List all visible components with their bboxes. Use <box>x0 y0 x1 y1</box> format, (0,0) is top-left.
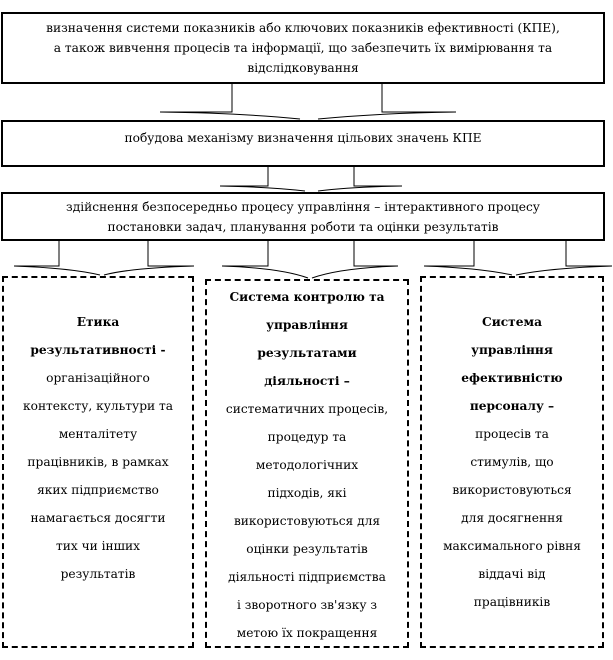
component-1-desc: результатів <box>60 567 136 581</box>
component-2-title: управління <box>266 318 348 332</box>
component-2-desc: методологічних <box>255 458 359 472</box>
component-3-desc: максимального рівня <box>443 539 581 553</box>
component-3-desc: для досягнення <box>461 511 563 525</box>
component-3-title: ефективністю <box>461 371 563 385</box>
brace-arrow-1 <box>160 84 232 112</box>
component-1-desc: контексту, культури та <box>22 399 174 413</box>
step-box-management-process <box>1 192 605 241</box>
component-2-desc: діяльності підприємства <box>228 570 386 584</box>
component-1-title: Етика <box>76 315 120 329</box>
brace-arrow-5 <box>424 241 474 266</box>
component-1-desc: намагається досягти <box>30 511 166 525</box>
component-2-desc: підходів, які <box>267 486 347 500</box>
component-1-desc: організаційного <box>46 371 150 385</box>
component-2-desc: використовуються для <box>233 514 381 528</box>
component-1-desc: менталітету <box>58 427 138 441</box>
step-1-line: а також вивчення процесів та інформації, що забезпечить їх вимірювання та <box>53 41 553 55</box>
step-box-kpi-definition <box>1 12 605 84</box>
component-2-desc: метою їх покращення <box>236 626 378 640</box>
step-3-line: здійснення безпосередньо процесу управління – інтерактивного процесу <box>66 200 540 214</box>
component-2-desc: і зворотного зв'язку з <box>236 598 378 612</box>
component-1-desc: яких підприємство <box>37 483 159 497</box>
component-2-desc: процедур та <box>267 430 347 444</box>
component-2-title: діяльності – <box>264 374 350 388</box>
brace-arrow-2 <box>220 167 268 186</box>
component-2-title: результатами <box>257 346 357 360</box>
component-3-desc: працівників <box>473 595 551 609</box>
component-control-system <box>205 279 409 648</box>
component-1-desc: тих чи інших <box>55 539 140 553</box>
component-3-title: управління <box>471 343 553 357</box>
component-3-desc: процесів та <box>475 427 549 441</box>
component-3-title: Система <box>482 315 542 329</box>
component-3-desc: стимулів, що <box>470 455 554 469</box>
step-2-line: побудова механізму визначення цільових значень КПЕ <box>124 131 482 145</box>
brace-arrow-3 <box>14 241 59 266</box>
component-3-desc: використовуються <box>452 483 572 497</box>
component-personnel-efficiency <box>420 276 604 648</box>
brace-arrow-4 <box>222 241 268 266</box>
step-1-line: визначення системи показників або ключових показників ефективності (КПЕ), <box>46 21 560 35</box>
component-2-title: Система контролю та <box>229 290 385 304</box>
component-2-desc: оцінки результатів <box>246 542 368 556</box>
step-box-target-values <box>1 120 605 167</box>
component-3-title: персоналу – <box>469 399 555 413</box>
component-2-desc: систематичних процесів, <box>225 402 389 416</box>
component-1-title: результативності - <box>30 343 166 357</box>
component-3-desc: віддачі від <box>478 567 546 581</box>
step-3-line: постановки задач, планування роботи та оцінки результатів <box>107 220 499 234</box>
step-1-line: відслідковування <box>247 61 359 75</box>
component-performance-ethics <box>2 276 194 648</box>
component-1-desc: працівників, в рамках <box>27 455 169 469</box>
